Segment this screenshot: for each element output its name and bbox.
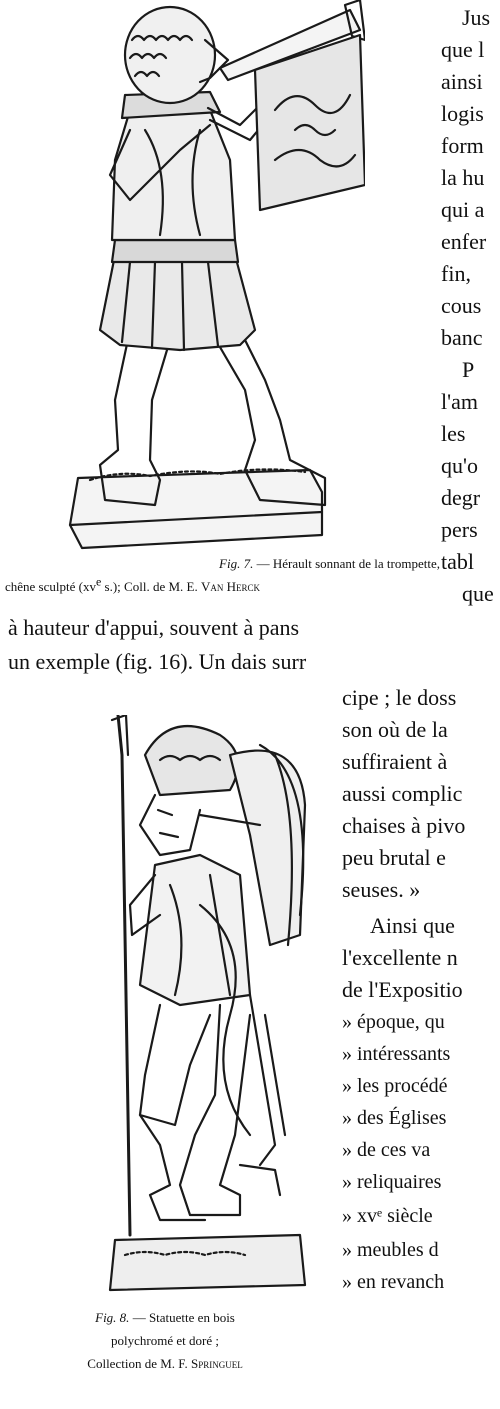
figure-8-illustration <box>100 715 315 1300</box>
text-line: aussi complic <box>342 781 463 806</box>
figure-8-caption-line-3: Collection de M. F. <box>87 1356 191 1371</box>
figure-8-caption-line-2: polychromé et doré ; <box>111 1333 219 1348</box>
text-line: form <box>441 133 484 158</box>
figure-7-number: Fig. 7. <box>219 556 254 571</box>
full-text-line: à hauteur d'appui, souvent à pans <box>8 615 300 640</box>
text-line: P <box>462 357 475 382</box>
text-line: de l'Expositio <box>342 977 463 1002</box>
text-line: » époque, qu <box>342 1011 445 1033</box>
text-line: degr <box>441 485 481 510</box>
text-line: Jus <box>462 5 491 30</box>
text-line: fin, <box>441 261 471 286</box>
text-line: » les procédé <box>342 1075 448 1097</box>
text-line: » xvᵉ siècle <box>342 1205 433 1227</box>
text-line: » de ces va <box>342 1139 431 1161</box>
text-line: pers <box>441 517 478 542</box>
text-line: banc <box>441 325 483 350</box>
figure-8-number: Fig. 8. <box>95 1310 130 1325</box>
text-line: » en revanch <box>342 1271 445 1293</box>
figure-7-caption-line-2-mid: s.); Coll. de M. E. <box>101 579 201 594</box>
text-line: enfer <box>441 229 487 254</box>
figure-8-caption-line-1: — Statuette en bois <box>129 1310 235 1325</box>
figure-8-owner: Springuel <box>190 1356 243 1371</box>
figure-7-caption-line-2: chêne sculpté (xv <box>5 579 96 594</box>
text-line: ainsi <box>441 69 483 94</box>
text-line: suffiraient à <box>342 749 448 774</box>
figure-8-caption <box>20 1309 310 1372</box>
text-line: seuses. » <box>342 877 421 902</box>
text-line: » reliquaires <box>342 1171 442 1193</box>
text-line: l'am <box>441 389 478 414</box>
text-line: que <box>462 581 494 606</box>
text-line: qui a <box>441 197 485 222</box>
text-line: » des Églises <box>342 1107 447 1129</box>
text-line: cipe ; le doss <box>342 685 457 710</box>
full-text-line: un exemple (fig. 16). Un dais surr <box>8 649 307 674</box>
figure-7-caption-line-1: — Hérault sonnant de la trompette, <box>253 556 440 571</box>
text-line: » intéressants <box>342 1043 451 1065</box>
figure-7-caption-sup: e <box>95 574 102 589</box>
text-line: les <box>441 421 466 446</box>
text-line: la hu <box>441 165 485 190</box>
text-line: Ainsi que <box>370 913 455 938</box>
text-line: peu brutal e <box>342 845 446 870</box>
figure-7-caption <box>0 555 440 572</box>
text-line: logis <box>441 101 484 126</box>
text-line: cous <box>441 293 482 318</box>
text-line: tabl <box>441 549 474 574</box>
text-line: qu'o <box>441 453 478 478</box>
text-line: que l <box>441 37 485 62</box>
figure-7-caption-line-2-wrap <box>5 574 435 595</box>
text-line: » meubles d <box>342 1239 439 1261</box>
text-line: chaises à pivo <box>342 813 466 838</box>
text-line: l'excellente n <box>342 945 458 970</box>
figure-7-owner: Van Herck <box>200 579 260 594</box>
text-line: son où de la <box>342 717 448 742</box>
figure-7-illustration <box>60 0 365 555</box>
